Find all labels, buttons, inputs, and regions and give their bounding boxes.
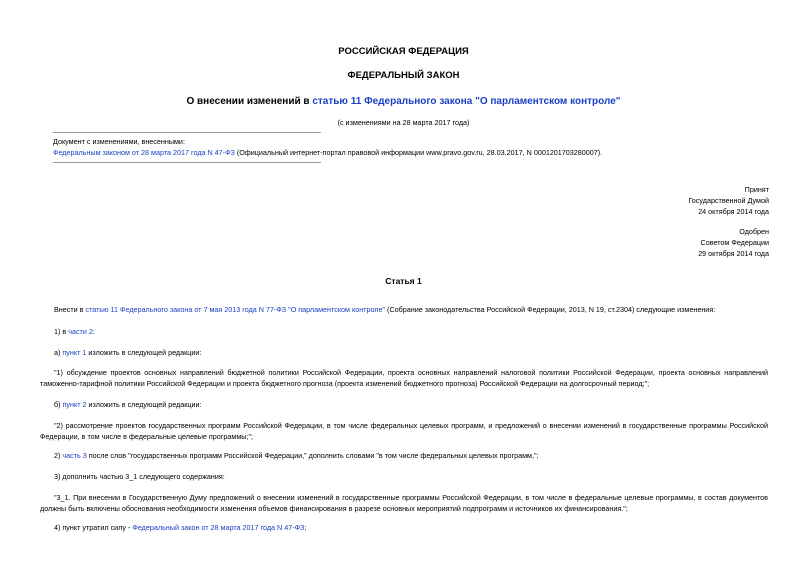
point-2-link[interactable]: пункт 2 (62, 400, 87, 409)
accepted-line: 24 октября 2014 года (698, 207, 769, 216)
item-1 (40, 326, 768, 339)
approved-line: Одобрен (739, 227, 769, 236)
item-2 (40, 450, 768, 463)
quote-1: "1) обсуждение проектов основных направлений бюджетной политики Российской Федерации, проекта основных направлений налоговой политики Российской Федерации, проекта основных направлений таможенно-тарифной политики Российской Федерации и проекта бюджетного прогноза (проекта изменений бюджетного прогноза) Российской Федерации на долгосрочный период;"; (40, 368, 768, 388)
approved-line: 29 октября 2014 года (698, 249, 769, 258)
article-intro (40, 304, 768, 317)
item-b-text: б) (54, 400, 63, 409)
item-a-text: а) (54, 348, 63, 357)
changes-source: (Официальный интернет-портал правовой информации www.pravo.gov.ru, 28.03.2017, N 0001201703280007). (234, 148, 603, 157)
approved-block (698, 226, 769, 259)
accepted-block (688, 184, 769, 217)
repealing-law-link[interactable]: Федеральный закон от 28 марта 2017 года N 47-ФЗ (132, 523, 305, 532)
item-1-text: 1) в (54, 327, 69, 336)
item-4-text: 4) пункт утратил силу - (54, 523, 133, 532)
item-4 (40, 522, 768, 535)
revision-note: (с изменениями на 28 марта 2017 года) (337, 118, 470, 127)
intro-text-tail: (Собрание законодательства Российской Федерации, 2013, N 19, ст.2304) следующие изменения: (385, 305, 716, 314)
changes-top-rule (53, 132, 321, 133)
item-3: 3) дополнить частью 3_1 следующего содержания: (54, 472, 225, 481)
changes-line (53, 148, 602, 157)
law-type-heading: ФЕДЕРАЛЬНЫЙ ЗАКОН (347, 70, 460, 81)
accepted-line: Принят (744, 185, 769, 194)
federation-heading: РОССИЙСКАЯ ФЕДЕРАЦИЯ (338, 46, 469, 57)
item-2-tail: после слов "государственных программ Российской Федерации," дополнить словами "в том числе федеральных целевых программ,"; (86, 451, 539, 460)
article-11-link[interactable]: статью 11 Федерального закона от 7 мая 2013 года N 77-ФЗ "О парламентском контроле" (85, 305, 386, 314)
document-title (0, 96, 807, 107)
changes-bottom-rule (53, 162, 321, 163)
item-b (40, 399, 768, 412)
title-article-link[interactable]: статью 11 Федерального закона "О парламентском контроле" (312, 96, 621, 107)
item-1-tail: : (92, 327, 95, 336)
quote-2: "2) рассмотрение проектов государственных программ Российской Федерации, в том числе федеральных целевых программ, и предложений о внесении изменений в государственные программы Российской Федерации, в том числе в федеральные целевые программы;"; (40, 421, 768, 441)
amending-law-link[interactable]: Федеральным законом от 28 марта 2017 года N 47-ФЗ (53, 148, 235, 157)
part-3-link[interactable]: часть 3 (62, 451, 87, 460)
item-2-text: 2) (54, 451, 63, 460)
intro-text: Внести в (54, 305, 86, 314)
accepted-line: Государственной Думой (688, 196, 769, 205)
item-b-tail: изложить в следующей редакции: (86, 400, 202, 409)
quote-3: "3_1. При внесении в Государственную Думу предложений о внесении изменений в государственные программы Российской Федерации, в том числе в федеральные целевые программы, в состав документов должны быть включены обоснования необходимости изменения объемов финансирования в разрезе основных мероприятий подпрограмм и источников их финансирования."; (40, 493, 768, 513)
approved-line: Советом Федерации (700, 238, 769, 247)
article-heading: Статья 1 (385, 276, 422, 286)
part-2-link[interactable]: части 2 (68, 327, 93, 336)
point-1-link[interactable]: пункт 1 (62, 348, 87, 357)
title-prefix: О внесении изменений в (186, 96, 313, 107)
item-a-tail: изложить в следующей редакции: (86, 348, 202, 357)
item-4-tail: ; (304, 523, 307, 532)
changes-label: Документ с изменениями, внесенными: (53, 137, 185, 146)
item-a (40, 347, 768, 360)
